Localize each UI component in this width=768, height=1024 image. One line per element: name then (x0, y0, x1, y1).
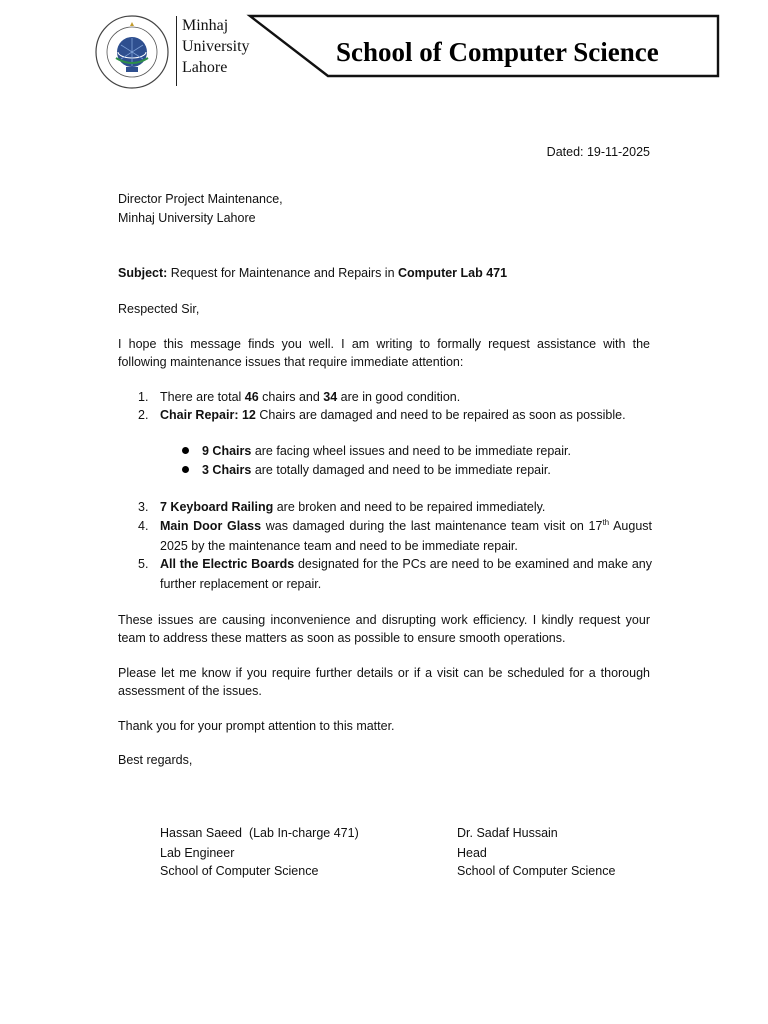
item-text: August (609, 519, 653, 533)
list-number: 5. (138, 557, 149, 571)
signatory-dept: School of Computer Science (457, 864, 616, 878)
paragraph-line: Please let me know if you require further details or if a visit can be scheduled for a thorough (118, 666, 650, 680)
item-text: designated for the PCs are need to be examined and make any (294, 557, 652, 571)
university-name-line: Minhaj (182, 17, 229, 34)
university-name (182, 15, 250, 78)
list-item (160, 517, 652, 536)
item-text: are facing wheel issues and need to be immediate repair. (251, 444, 571, 458)
intro-line: I hope this message finds you well. I am writing to formally request assistance with the (118, 337, 650, 351)
item-bold: Main Door Glass (160, 519, 262, 533)
letterhead-divider (176, 16, 177, 86)
university-name-line: Lahore (182, 59, 228, 76)
item-superscript: th (602, 517, 610, 527)
list-number: 1. (138, 390, 149, 404)
subject-text: Request for Maintenance and Repairs in (167, 266, 399, 280)
signatory-block (457, 824, 615, 881)
signatory-block (160, 824, 359, 881)
list-item-continuation: further replacement or repair. (160, 577, 322, 591)
item-bold: All the Electric Boards (160, 557, 295, 571)
item-text: There are total (160, 390, 245, 404)
sub-list-item (202, 442, 571, 461)
item-text: are broken and need to be repaired immediately. (273, 500, 546, 514)
sub-list-item (202, 461, 551, 480)
item-bold: 46 (244, 390, 259, 404)
list-number: 3. (138, 500, 149, 514)
item-text: are totally damaged and need to be immediate repair. (251, 463, 551, 477)
subject-target: Computer Lab 471 (398, 266, 508, 280)
bullet-icon (182, 447, 189, 454)
item-bold: 34 (323, 390, 338, 404)
paragraph-line: These issues are causing inconvenience and disrupting work efficiency. I kindly request your (118, 613, 650, 627)
bullet-icon (182, 466, 189, 473)
list-item-continuation: 2025 by the maintenance team and need to be immediate repair. (160, 539, 518, 553)
paragraph-line: team to address these matters as soon as possible to ensure smooth operations. (118, 631, 566, 645)
list-number: 4. (138, 519, 149, 533)
item-bold: 7 Keyboard Railing (160, 500, 274, 514)
intro-line: following maintenance issues that require immediate attention: (118, 355, 464, 369)
item-text: was damaged during the last maintenance team visit on 17 (261, 519, 603, 533)
list-item (160, 388, 652, 407)
letter-date: Dated: 19-11-2025 (546, 145, 650, 159)
university-logo (94, 14, 170, 90)
closing: Best regards, (118, 753, 193, 767)
signatory-title: Head (457, 845, 487, 860)
thanks-line: Thank you for your prompt attention to this matter. (118, 719, 395, 733)
list-item (160, 498, 652, 517)
subject-label: Subject: (118, 266, 168, 280)
signatory-name: Dr. Sadaf Hussain (457, 826, 558, 840)
list-number: 2. (138, 408, 149, 422)
signatory-dept: School of Computer Science (160, 864, 319, 878)
signatory-title: Lab Engineer (160, 845, 235, 860)
item-text: are in good condition. (337, 390, 461, 404)
salutation: Respected Sir, (118, 302, 200, 316)
recipient-title: Director Project Maintenance, (118, 192, 283, 206)
university-name-line: University (182, 38, 250, 55)
recipient-org: Minhaj University Lahore (118, 211, 256, 225)
subject-line (118, 264, 507, 283)
item-bold: 9 Chairs (202, 444, 252, 458)
list-item (160, 406, 652, 425)
list-item (160, 555, 652, 574)
item-bold: 3 Chairs (202, 463, 252, 477)
item-bold: Chair Repair: 12 (160, 408, 256, 422)
item-text: Chairs are damaged and need to be repaired as soon as possible. (255, 408, 626, 422)
signatory-name: Hassan Saeed (Lab In-charge 471) (160, 826, 359, 840)
item-text: chairs and (258, 390, 324, 404)
paragraph-line: assessment of the issues. (118, 684, 262, 698)
school-title: School of Computer Science (336, 37, 659, 67)
